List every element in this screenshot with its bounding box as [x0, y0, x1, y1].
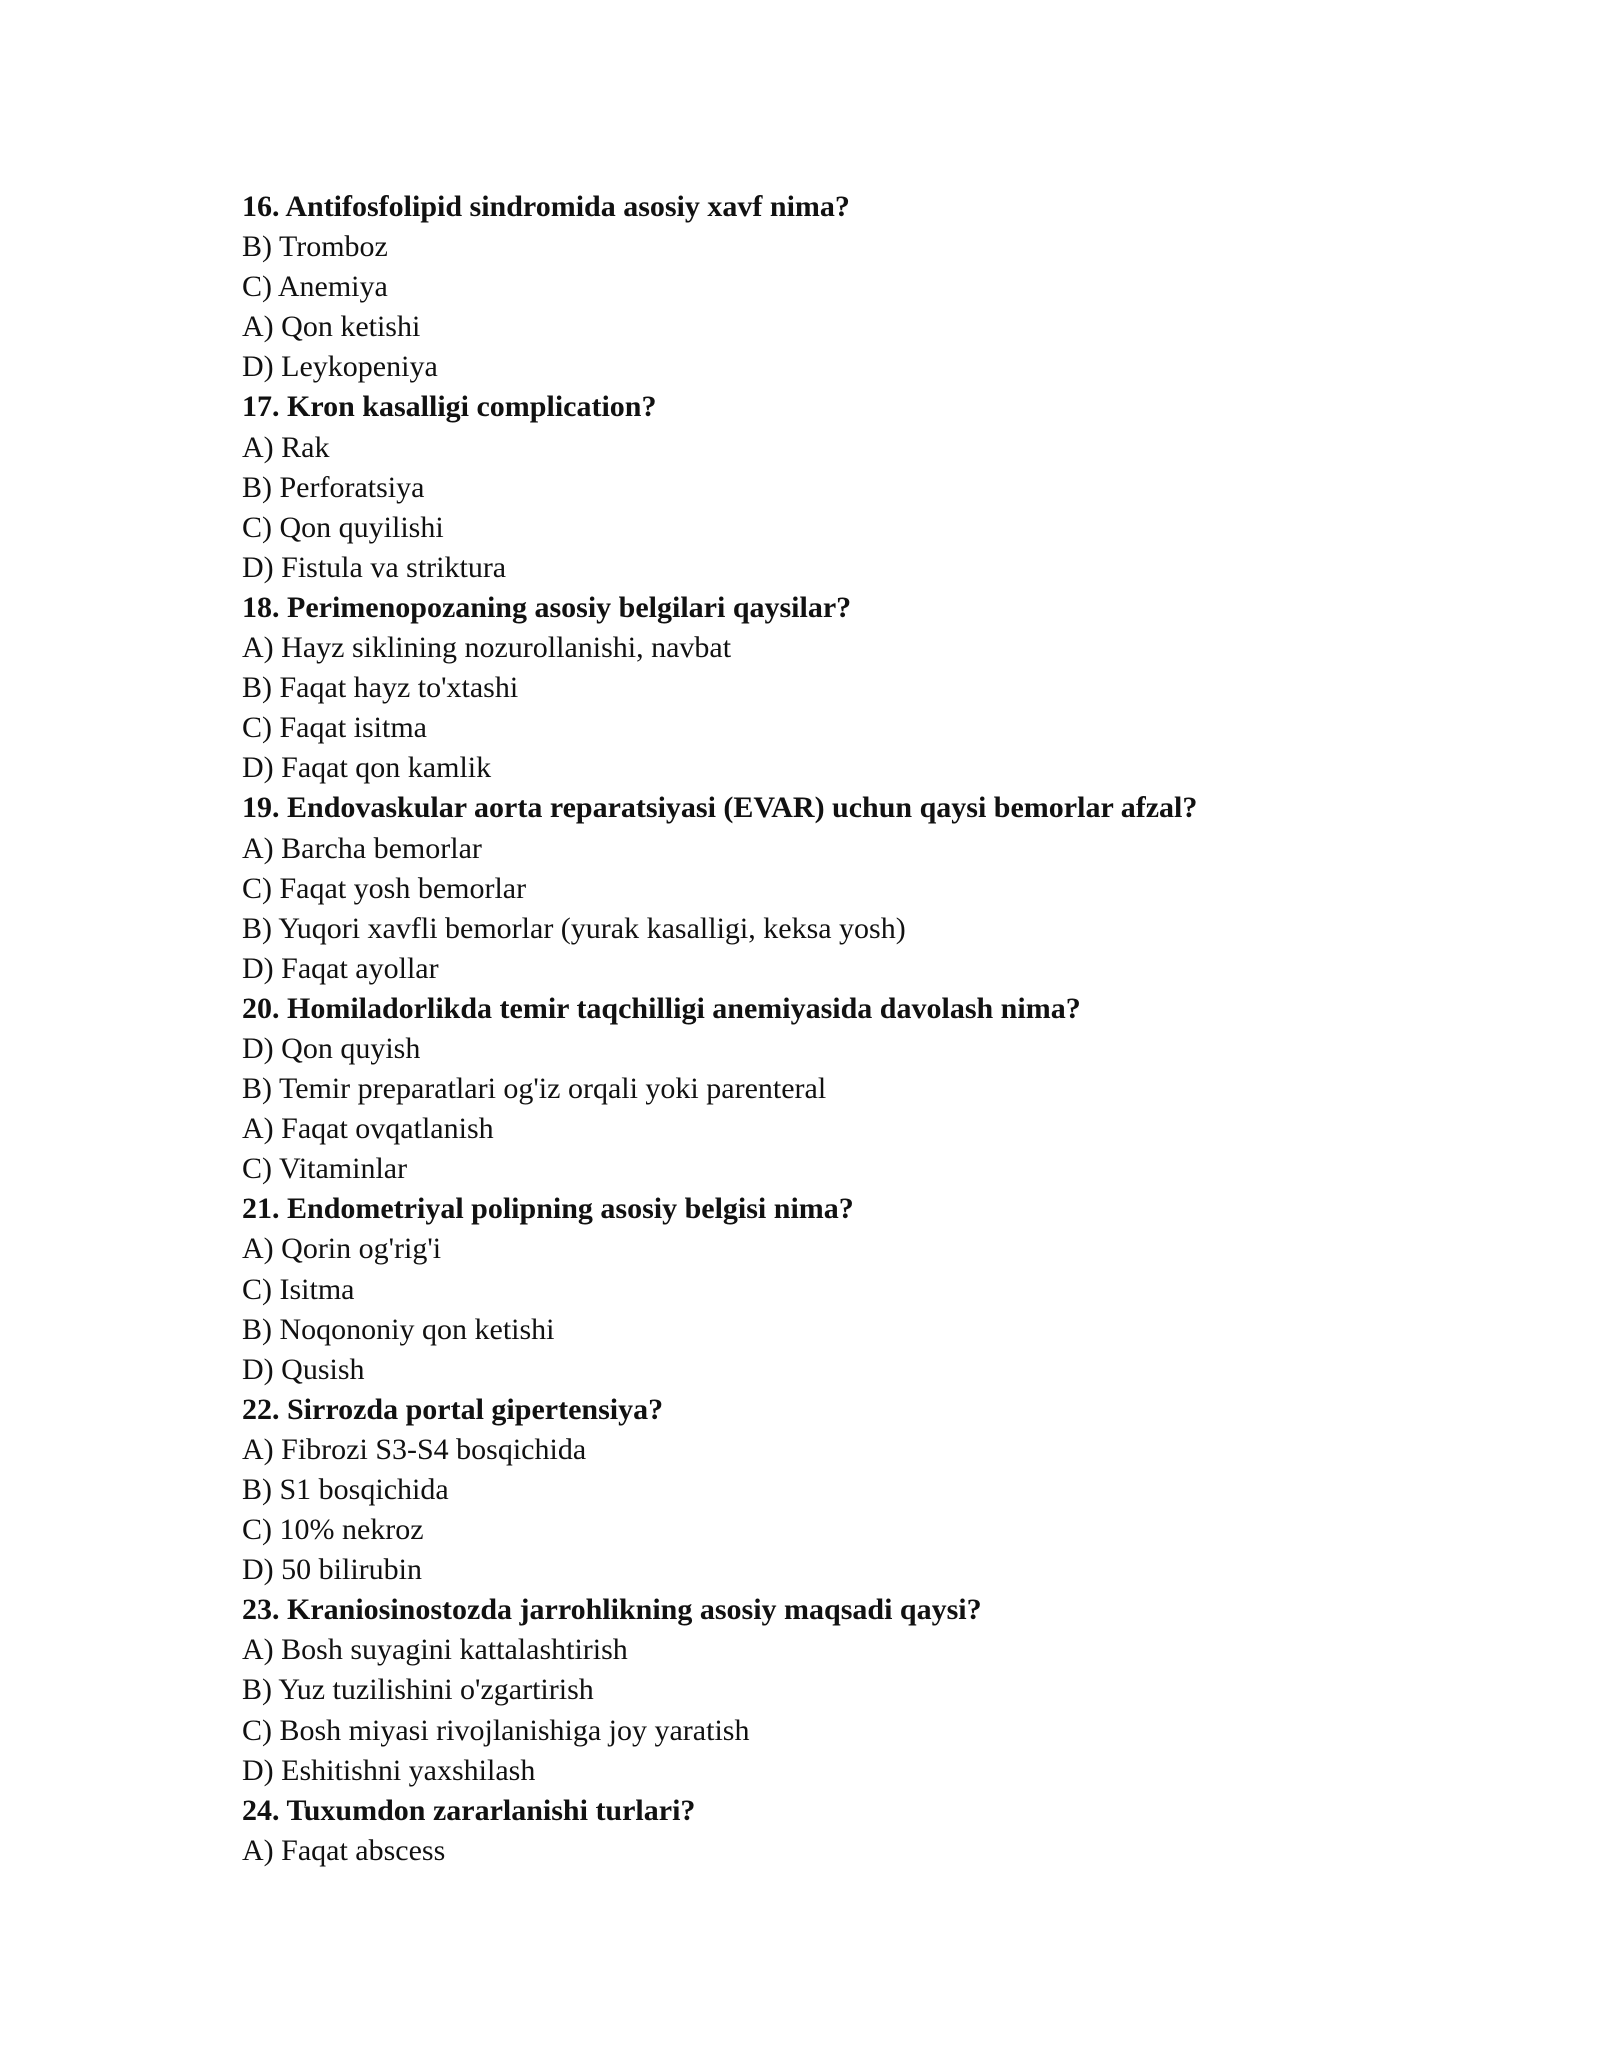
answer-option: B) Yuz tuzilishini o'zgartirish: [242, 1673, 594, 1707]
question-18: [242, 588, 1442, 788]
answer-option: D) Fistula va striktura: [242, 550, 507, 584]
answer-option: A) Bosh suyagini kattalashtirish: [242, 1633, 628, 1667]
question-title: 24. Tuxumdon zararlanishi turlari?: [242, 1793, 696, 1827]
answer-option: D) Faqat qon kamlik: [242, 751, 492, 785]
question-17: [242, 387, 1442, 587]
answer-option: B) S1 bosqichida: [242, 1473, 449, 1506]
answer-option: D) Eshitishni yaxshilash: [242, 1753, 536, 1787]
question-23: [242, 1590, 1442, 1790]
answer-option: B) Temir preparatlari og'iz orqali yoki parenteral: [242, 1072, 827, 1106]
answer-option: B) Tromboz: [242, 230, 388, 264]
answer-option: D) Qon quyish: [242, 1031, 421, 1065]
question-title: 22. Sirrozda portal gipertensiya?: [242, 1392, 664, 1426]
answer-option: D) Faqat ayollar: [242, 951, 439, 985]
answer-option: C) Isitma: [242, 1272, 355, 1306]
answer-option: A) Fibrozi S3-S4 bosqichida: [242, 1432, 587, 1466]
question-16: [242, 187, 1442, 387]
answer-option: C) Bosh miyasi rivojlanishiga joy yaratish: [242, 1713, 750, 1747]
answer-option: B) Yuqori xavfli bemorlar (yurak kasalligi, keksa yosh): [242, 911, 906, 945]
question-title: 18. Perimenopozaning asosiy belgilari qaysilar?: [242, 590, 852, 624]
answer-option: A) Rak: [242, 430, 330, 464]
answer-option: A) Qorin og'rig'i: [242, 1232, 442, 1266]
question-title: 17. Kron kasalligi complication?: [242, 390, 657, 424]
answer-option: C) Anemiya: [242, 270, 388, 304]
question-list: [242, 187, 1442, 1871]
answer-option: B) Perforatsiya: [242, 470, 425, 504]
question-19: [242, 788, 1442, 988]
answer-option: C) Vitaminlar: [242, 1152, 408, 1186]
question-title: 16. Antifosfolipid sindromida asosiy xavf nima?: [242, 190, 850, 223]
answer-option: C) 10% nekroz: [242, 1513, 424, 1547]
question-title: 20. Homiladorlikda temir taqchilligi anemiyasida davolash nima?: [242, 991, 1081, 1025]
answer-option: D) Qusish: [242, 1352, 365, 1386]
answer-option: C) Faqat yosh bemorlar: [242, 871, 527, 905]
question-title: 23. Kraniosinostozda jarrohlikning asosiy maqsadi qaysi?: [242, 1593, 982, 1627]
answer-option: A) Barcha bemorlar: [242, 831, 482, 865]
answer-option: B) Noqononiy qon ketishi: [242, 1312, 555, 1346]
question-24: [242, 1791, 1442, 1871]
answer-option: B) Faqat hayz to'xtashi: [242, 671, 519, 705]
answer-option: A) Faqat ovqatlanish: [242, 1112, 494, 1146]
question-20: [242, 989, 1442, 1189]
question-title: 19. Endovaskular aorta reparatsiyasi (EVAR) uchun qaysi bemorlar afzal?: [242, 791, 1198, 825]
question-21: [242, 1189, 1442, 1389]
answer-option: C) Faqat isitma: [242, 711, 427, 745]
answer-option: D) Leykopeniya: [242, 350, 438, 384]
question-22: [242, 1390, 1442, 1590]
answer-option: A) Qon ketishi: [242, 310, 421, 344]
answer-option: D) 50 bilirubin: [242, 1553, 422, 1587]
answer-option: A) Hayz siklining nozurollanishi, navbat: [242, 631, 732, 665]
question-title: 21. Endometriyal polipning asosiy belgisi nima?: [242, 1192, 854, 1226]
answer-option: A) Faqat abscess: [242, 1833, 446, 1867]
answer-option: C) Qon quyilishi: [242, 510, 444, 544]
